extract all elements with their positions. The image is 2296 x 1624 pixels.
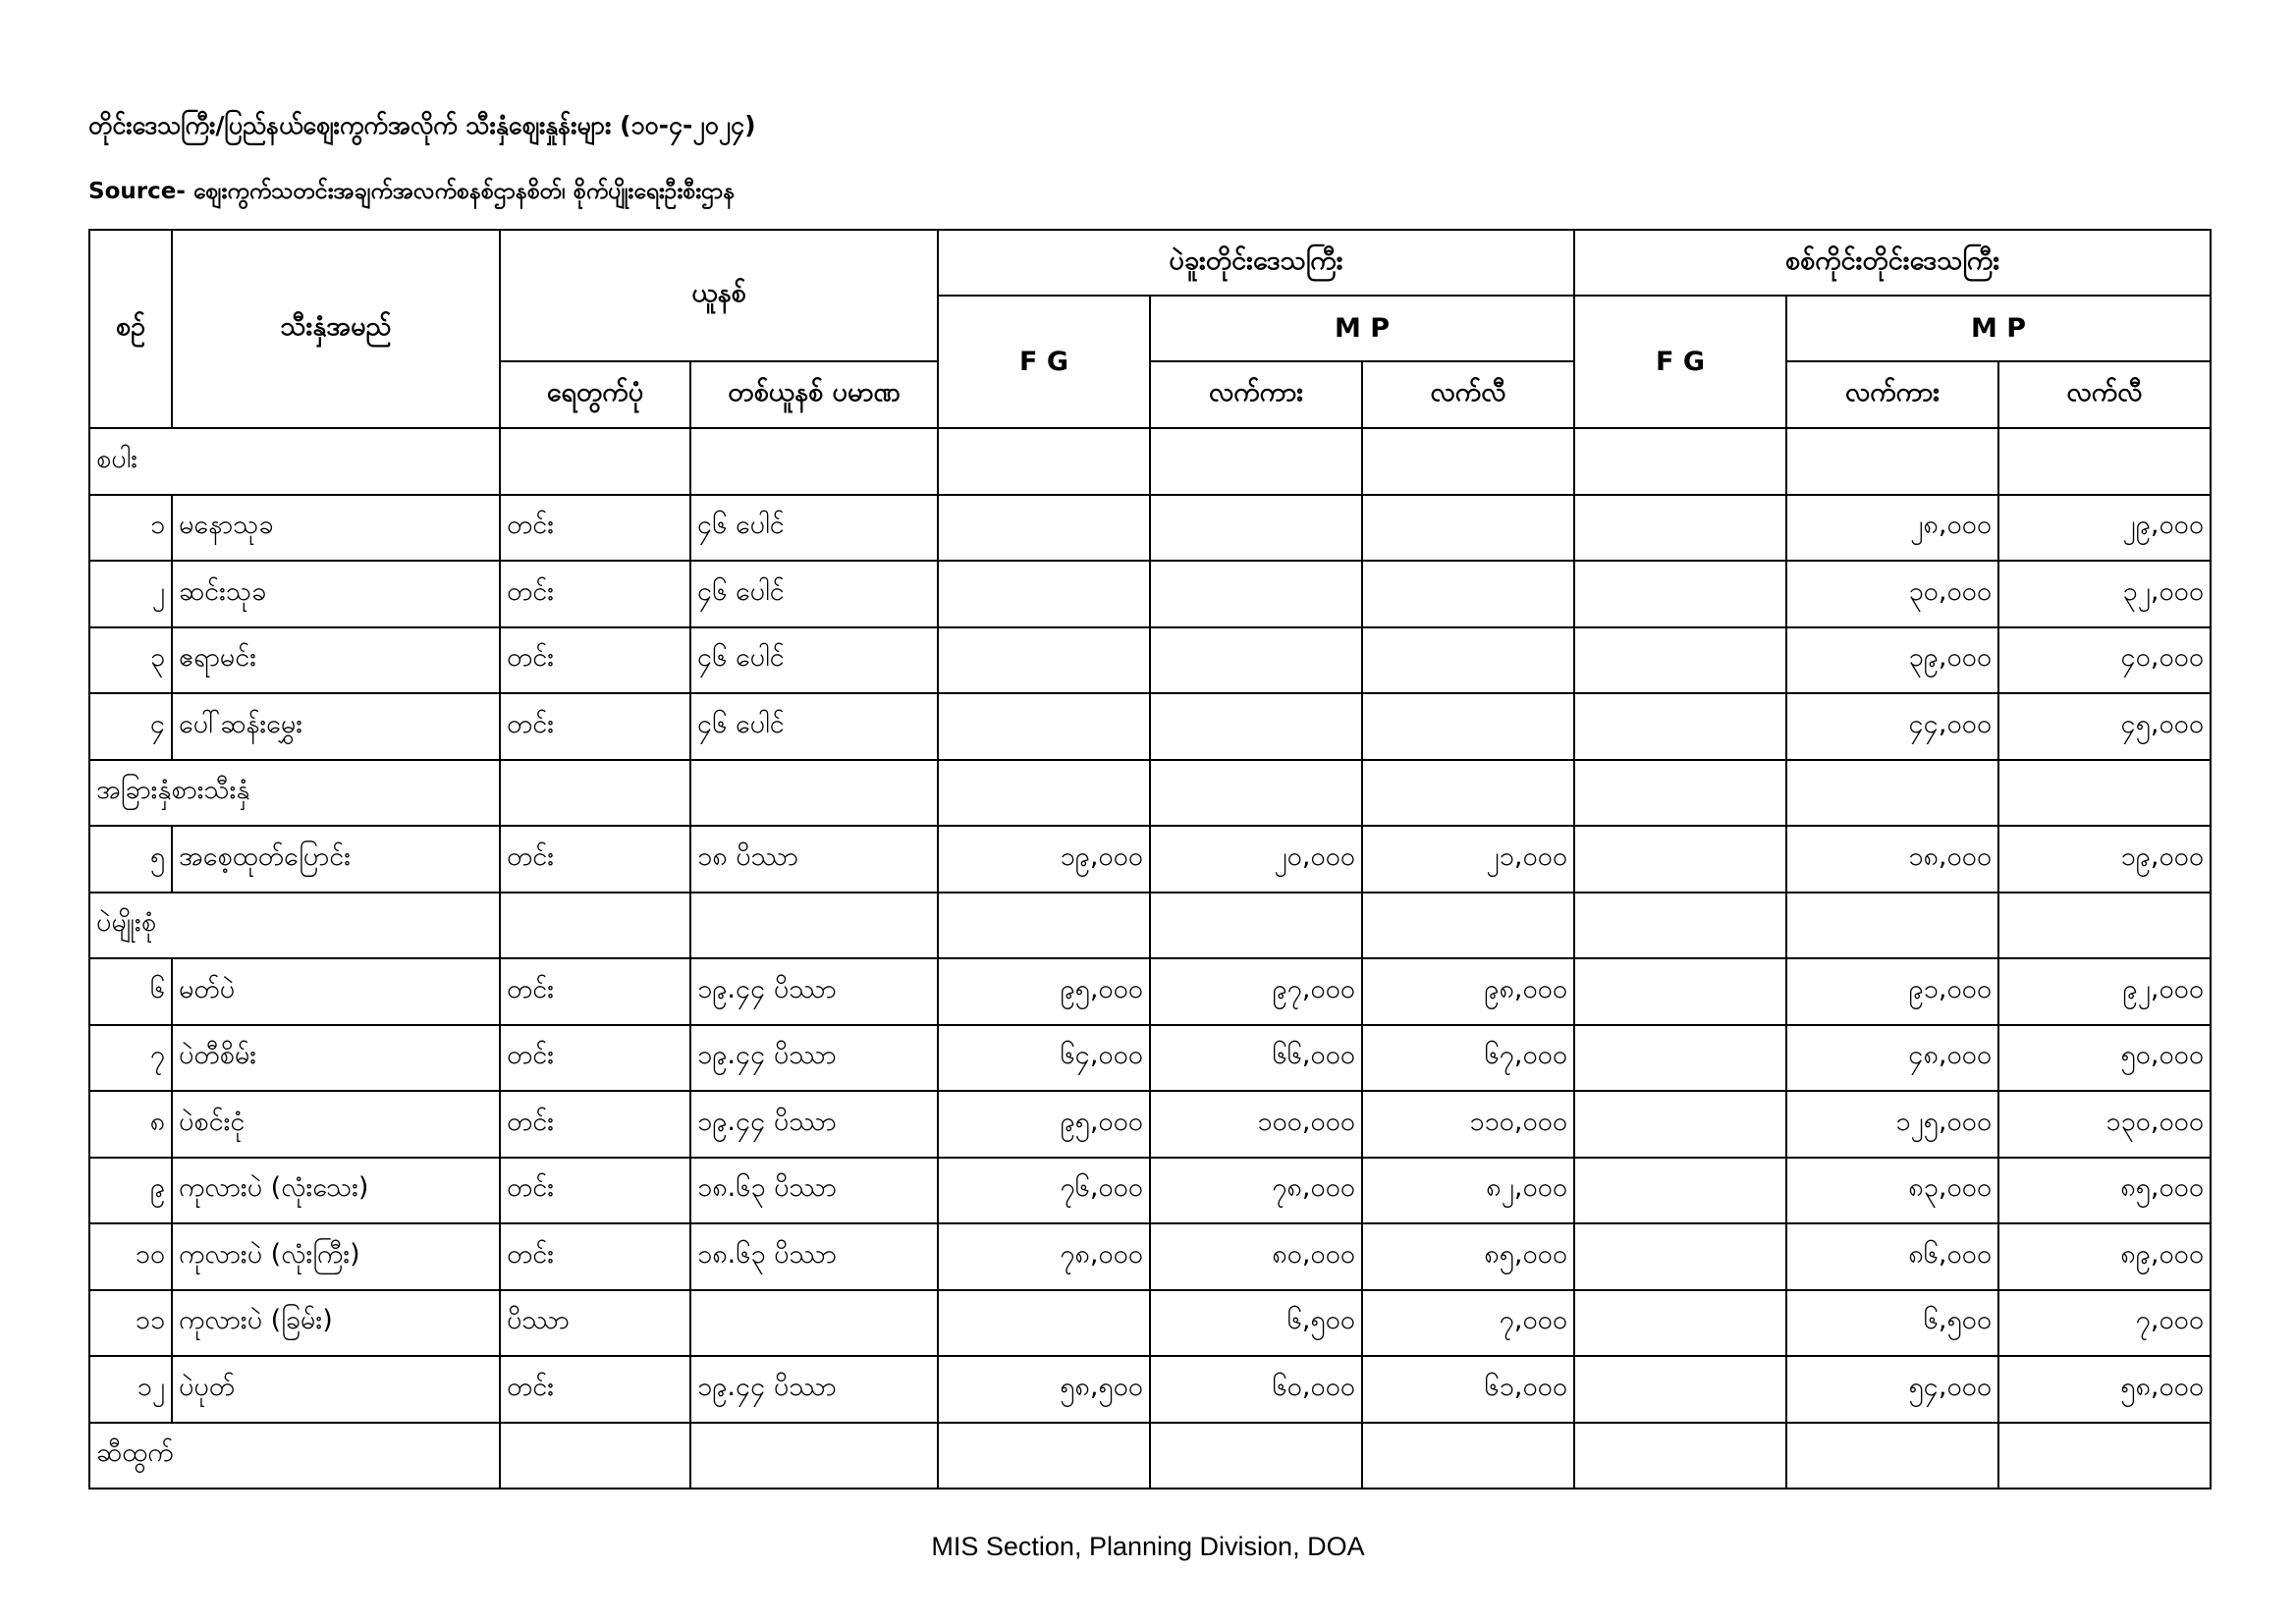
bago-wholesale-price: ၆,၅၀၀ <box>1150 1290 1362 1357</box>
bago-wholesale-price: ၂၀,၀၀၀ <box>1150 826 1362 893</box>
bago-fg-price: ၅၈,၅၀၀ <box>938 1356 1150 1423</box>
unit-local: တင်း <box>500 1158 690 1224</box>
row-number: ၄ <box>89 693 172 760</box>
page-title: တိုင်းဒေသကြီး/ပြည်နယ်ဈေးကွက်အလိုက် သီးနှံဈေးနှုန်းများ (၁၀-၄-၂၀၂၄) <box>88 111 756 139</box>
sagaing-retail-price: ၄၅,၀၀၀ <box>1998 693 2211 760</box>
empty-cell <box>1998 428 2211 495</box>
unit-size: ၁၉.၄၄ ပိဿာ <box>690 1356 938 1423</box>
source-line: Source- ဈေးကွက်သတင်းအချက်အလက်စနစ်ဌာနစိတ်၊ စိုက်ပျိုးရေးဦးစီးဌာန <box>88 179 736 204</box>
crop-name: အစေ့ထုတ်ပြောင်း <box>172 826 500 893</box>
sagaing-retail-price: ၉၂,၀၀၀ <box>1998 958 2211 1025</box>
row-number: ၁၂ <box>89 1356 172 1423</box>
unit-local: တင်း <box>500 693 690 760</box>
crop-name: ဆင်းသုခ <box>172 561 500 627</box>
header-unit: ယူနစ် <box>500 230 938 361</box>
empty-cell <box>938 760 1150 827</box>
unit-size: ၄၆ ပေါင် <box>690 561 938 627</box>
header-region-sagaing: စစ်ကိုင်းတိုင်းဒေသကြီး <box>1574 230 2211 296</box>
table-row <box>89 693 2211 760</box>
bago-fg-price <box>938 561 1150 627</box>
sagaing-wholesale-price: ၆,၅၀၀ <box>1786 1290 1998 1357</box>
row-number: ၆ <box>89 958 172 1025</box>
row-number: ၁၁ <box>89 1290 172 1357</box>
header-mp-bago: M P <box>1150 296 1574 361</box>
empty-cell <box>1998 1423 2211 1489</box>
bago-retail-price <box>1362 495 1574 562</box>
header-region-bago: ပဲခူးတိုင်းဒေသကြီး <box>938 230 1574 296</box>
empty-cell <box>500 1423 690 1489</box>
table-row <box>89 561 2211 627</box>
sagaing-fg-price <box>1574 495 1786 562</box>
sagaing-wholesale-price: ၃၉,၀၀၀ <box>1786 627 1998 694</box>
bago-retail-price: ၈၅,၀၀၀ <box>1362 1223 1574 1290</box>
empty-cell <box>1786 760 1998 827</box>
crop-name: ပေါ်ဆန်းမွှေး <box>172 693 500 760</box>
sagaing-wholesale-price: ၂၈,၀၀၀ <box>1786 495 1998 562</box>
bago-fg-price: ၁၉,၀၀၀ <box>938 826 1150 893</box>
empty-cell <box>500 760 690 827</box>
unit-size: ၄၆ ပေါင် <box>690 693 938 760</box>
bago-wholesale-price <box>1150 693 1362 760</box>
table-row <box>89 495 2211 562</box>
unit-local: ပိဿာ <box>500 1290 690 1357</box>
category-row <box>89 893 2211 959</box>
crop-name: ကုလားပဲ (ခြမ်း) <box>172 1290 500 1357</box>
header-fg-sagaing: F G <box>1574 296 1786 428</box>
table-row <box>89 1158 2211 1224</box>
table-row <box>89 1025 2211 1092</box>
sagaing-wholesale-price: ၅၄,၀၀၀ <box>1786 1356 1998 1423</box>
empty-cell <box>1362 760 1574 827</box>
row-number: ၂ <box>89 561 172 627</box>
category-label: ဆီထွက် <box>89 1423 500 1489</box>
table-row <box>89 1356 2211 1423</box>
sagaing-retail-price: ၄၀,၀၀၀ <box>1998 627 2211 694</box>
empty-cell <box>690 893 938 959</box>
crop-name: ဧရာမင်း <box>172 627 500 694</box>
crop-name: ကုလားပဲ (လုံးသေး) <box>172 1158 500 1224</box>
table-row <box>89 1290 2211 1357</box>
table-row <box>89 1223 2211 1290</box>
empty-cell <box>1150 893 1362 959</box>
sagaing-fg-price <box>1574 561 1786 627</box>
unit-local: တင်း <box>500 1223 690 1290</box>
sagaing-wholesale-price: ၈၃,၀၀၀ <box>1786 1158 1998 1224</box>
header-retail-bago: လက်လီ <box>1362 361 1574 428</box>
bago-fg-price <box>938 495 1150 562</box>
category-row <box>89 760 2211 827</box>
empty-cell <box>690 428 938 495</box>
unit-local: တင်း <box>500 1025 690 1092</box>
footer: MIS Section, Planning Division, DOA <box>931 1532 1365 1561</box>
empty-cell <box>938 428 1150 495</box>
empty-cell <box>500 893 690 959</box>
empty-cell <box>690 760 938 827</box>
empty-cell <box>500 428 690 495</box>
bago-retail-price: ၁၁၀,၀၀၀ <box>1362 1091 1574 1158</box>
sagaing-retail-price: ၁၃၀,၀၀၀ <box>1998 1091 2211 1158</box>
empty-cell <box>1362 1423 1574 1489</box>
sagaing-fg-price <box>1574 1158 1786 1224</box>
bago-fg-price: ၇၈,၀၀၀ <box>938 1223 1150 1290</box>
unit-local: တင်း <box>500 1356 690 1423</box>
bago-wholesale-price <box>1150 561 1362 627</box>
unit-size: ၁၉.၄၄ ပိဿာ <box>690 1091 938 1158</box>
empty-cell <box>690 1423 938 1489</box>
sagaing-wholesale-price: ၈၆,၀၀၀ <box>1786 1223 1998 1290</box>
sagaing-fg-price <box>1574 693 1786 760</box>
bago-wholesale-price: ၉၇,၀၀၀ <box>1150 958 1362 1025</box>
bago-wholesale-price <box>1150 627 1362 694</box>
empty-cell <box>1998 760 2211 827</box>
sagaing-fg-price <box>1574 1025 1786 1092</box>
crop-name: ကုလားပဲ (လုံးကြီး) <box>172 1223 500 1290</box>
category-row <box>89 428 2211 495</box>
crop-name: ပဲတီစိမ်း <box>172 1025 500 1092</box>
bago-fg-price: ၉၅,၀၀၀ <box>938 1091 1150 1158</box>
bago-fg-price <box>938 693 1150 760</box>
empty-cell <box>1150 1423 1362 1489</box>
row-number: ၉ <box>89 1158 172 1224</box>
bago-retail-price: ၈၂,၀၀၀ <box>1362 1158 1574 1224</box>
unit-size: ၁၈.၆၃ ပိဿာ <box>690 1223 938 1290</box>
bago-retail-price: ၆၇,၀၀၀ <box>1362 1025 1574 1092</box>
header-no: စဉ် <box>89 230 172 428</box>
empty-cell <box>1574 760 1786 827</box>
table-row <box>89 1091 2211 1158</box>
unit-size: ၁၉.၄၄ ပိဿာ <box>690 1025 938 1092</box>
crop-name: မတ်ပဲ <box>172 958 500 1025</box>
empty-cell <box>1150 760 1362 827</box>
row-number: ၈ <box>89 1091 172 1158</box>
empty-cell <box>1362 893 1574 959</box>
crop-name: မနောသုခ <box>172 495 500 562</box>
sagaing-fg-price <box>1574 1290 1786 1357</box>
unit-size: ၄၆ ပေါင် <box>690 495 938 562</box>
unit-local: တင်း <box>500 1091 690 1158</box>
sagaing-retail-price: ၇,၀၀၀ <box>1998 1290 2211 1357</box>
sagaing-wholesale-price: ၉၁,၀၀၀ <box>1786 958 1998 1025</box>
sagaing-fg-price <box>1574 826 1786 893</box>
row-number: ၁၀ <box>89 1223 172 1290</box>
bago-retail-price: ၇,၀၀၀ <box>1362 1290 1574 1357</box>
bago-retail-price: ၂၁,၀၀၀ <box>1362 826 1574 893</box>
unit-size <box>690 1290 938 1357</box>
row-number: ၅ <box>89 826 172 893</box>
table-row <box>89 627 2211 694</box>
row-number: ၁ <box>89 495 172 562</box>
header-mp-sagaing: M P <box>1786 296 2211 361</box>
sagaing-fg-price <box>1574 627 1786 694</box>
bago-wholesale-price <box>1150 495 1362 562</box>
unit-local: တင်း <box>500 627 690 694</box>
bago-wholesale-price: ၆၆,၀၀၀ <box>1150 1025 1362 1092</box>
bago-wholesale-price: ၁၀၀,၀၀၀ <box>1150 1091 1362 1158</box>
empty-cell <box>1362 428 1574 495</box>
sagaing-retail-price: ၈၅,၀၀၀ <box>1998 1158 2211 1224</box>
bago-retail-price <box>1362 693 1574 760</box>
unit-size: ၄၆ ပေါင် <box>690 627 938 694</box>
empty-cell <box>938 893 1150 959</box>
bago-fg-price: ၆၄,၀၀၀ <box>938 1025 1150 1092</box>
sagaing-wholesale-price: ၄၈,၀၀၀ <box>1786 1025 1998 1092</box>
sagaing-wholesale-price: ၁၂၅,၀၀၀ <box>1786 1091 1998 1158</box>
empty-cell <box>938 1423 1150 1489</box>
crop-name: ပဲပုတ် <box>172 1356 500 1423</box>
header-crop: သီးနှံအမည် <box>172 230 500 428</box>
bago-retail-price: ၆၁,၀၀၀ <box>1362 1356 1574 1423</box>
unit-size: ၁၈.၆၃ ပိဿာ <box>690 1158 938 1224</box>
empty-cell <box>1786 1423 1998 1489</box>
empty-cell <box>1574 428 1786 495</box>
sagaing-retail-price: ၁၉,၀၀၀ <box>1998 826 2211 893</box>
unit-local: တင်း <box>500 495 690 562</box>
header-wholesale-bago: လက်ကား <box>1150 361 1362 428</box>
empty-cell <box>1998 893 2211 959</box>
unit-size: ၁၉.၄၄ ပိဿာ <box>690 958 938 1025</box>
unit-size: ၁၈ ပိဿာ <box>690 826 938 893</box>
table-row <box>89 826 2211 893</box>
bago-fg-price <box>938 627 1150 694</box>
sagaing-wholesale-price: ၄၄,၀၀၀ <box>1786 693 1998 760</box>
empty-cell <box>1786 428 1998 495</box>
sagaing-retail-price: ၅၈,၀၀၀ <box>1998 1356 2211 1423</box>
category-label: စပါး <box>89 428 500 495</box>
bago-wholesale-price: ၇၈,၀၀၀ <box>1150 1158 1362 1224</box>
bago-fg-price <box>938 1290 1150 1357</box>
row-number: ၃ <box>89 627 172 694</box>
sagaing-fg-price <box>1574 958 1786 1025</box>
table-body <box>89 428 2211 1489</box>
empty-cell <box>1786 893 1998 959</box>
category-label: အခြားနှံစားသီးနှံ <box>89 760 500 827</box>
category-row <box>89 1423 2211 1489</box>
header-wholesale-sagaing: လက်ကား <box>1786 361 1998 428</box>
sagaing-retail-price: ၈၉,၀၀၀ <box>1998 1223 2211 1290</box>
crop-name: ပဲစင်းငုံ <box>172 1091 500 1158</box>
bago-wholesale-price: ၆၀,၀၀၀ <box>1150 1356 1362 1423</box>
sagaing-wholesale-price: ၁၈,၀၀၀ <box>1786 826 1998 893</box>
row-number: ၇ <box>89 1025 172 1092</box>
bago-retail-price <box>1362 561 1574 627</box>
table-row <box>89 958 2211 1025</box>
empty-cell <box>1574 1423 1786 1489</box>
empty-cell <box>1574 893 1786 959</box>
price-table <box>88 229 2212 1489</box>
sagaing-retail-price: ၂၉,၀၀၀ <box>1998 495 2211 562</box>
header-unit-size: တစ်ယူနစ် ပမာဏ <box>690 361 938 428</box>
header-retail-sagaing: လက်လီ <box>1998 361 2211 428</box>
empty-cell <box>1150 428 1362 495</box>
bago-retail-price <box>1362 627 1574 694</box>
unit-local: တင်း <box>500 561 690 627</box>
sagaing-retail-price: ၅၀,၀၀၀ <box>1998 1025 2211 1092</box>
bago-retail-price: ၉၈,၀၀၀ <box>1362 958 1574 1025</box>
sagaing-fg-price <box>1574 1223 1786 1290</box>
bago-fg-price: ၇၆,၀၀၀ <box>938 1158 1150 1224</box>
sagaing-retail-price: ၃၂,၀၀၀ <box>1998 561 2211 627</box>
unit-local: တင်း <box>500 958 690 1025</box>
category-label: ပဲမျိုးစုံ <box>89 893 500 959</box>
header-fg-bago: F G <box>938 296 1150 428</box>
bago-fg-price: ၉၅,၀၀၀ <box>938 958 1150 1025</box>
sagaing-wholesale-price: ၃၀,၀၀၀ <box>1786 561 1998 627</box>
sagaing-fg-price <box>1574 1091 1786 1158</box>
header-unit-local: ရေတွက်ပုံ <box>500 361 690 428</box>
unit-local: တင်း <box>500 826 690 893</box>
sagaing-fg-price <box>1574 1356 1786 1423</box>
bago-wholesale-price: ၈၀,၀၀၀ <box>1150 1223 1362 1290</box>
